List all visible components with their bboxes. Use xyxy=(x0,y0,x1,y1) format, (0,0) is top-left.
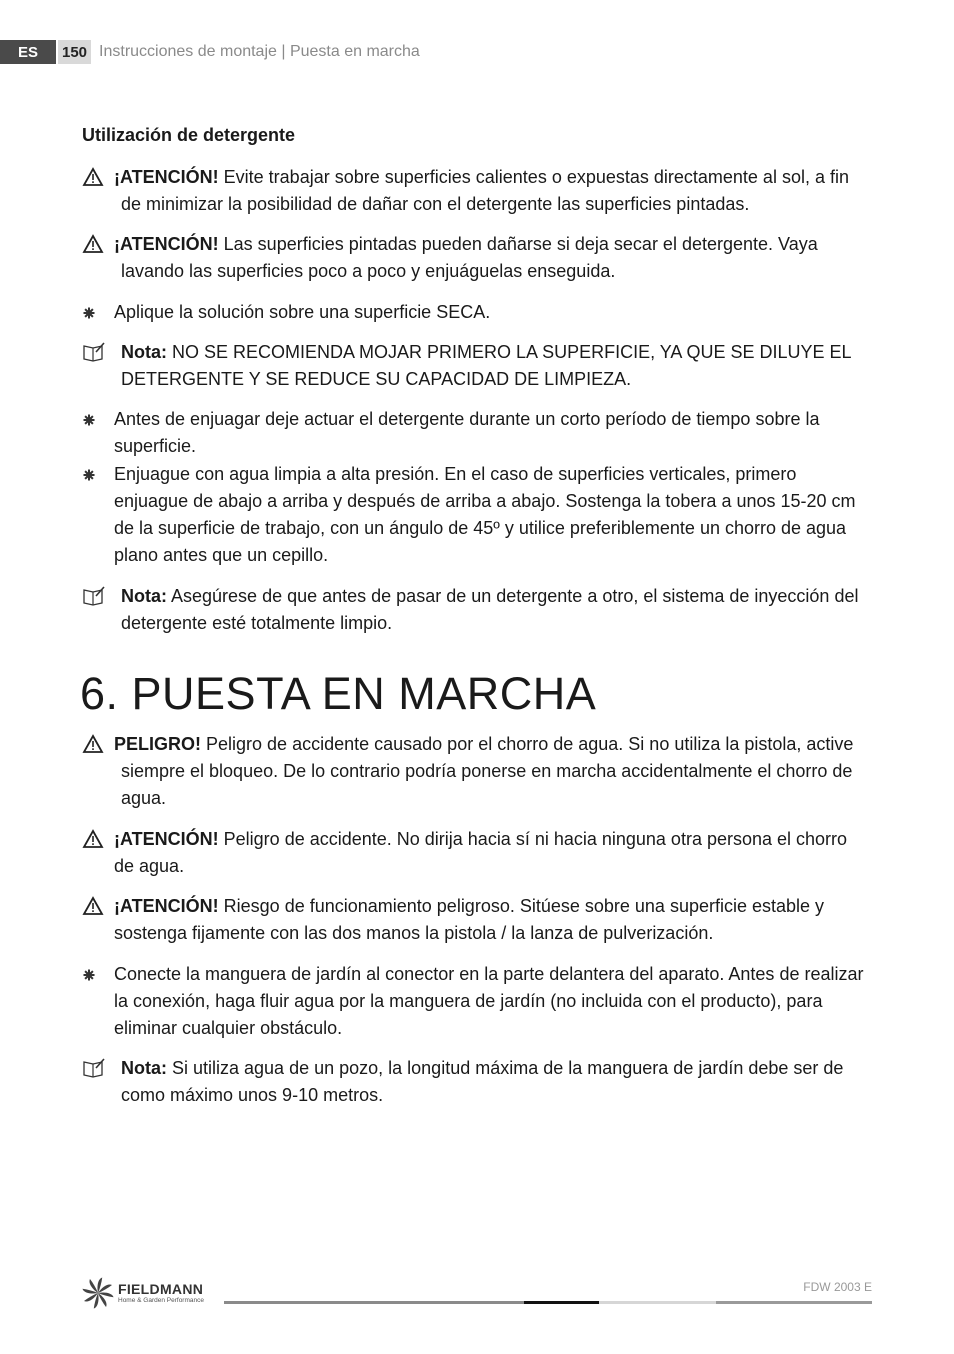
note-label: Nota: xyxy=(121,586,167,606)
warning-item xyxy=(82,893,872,947)
footer-divider xyxy=(524,1301,599,1304)
bullet-icon xyxy=(82,299,108,326)
warning-item xyxy=(82,164,872,218)
list-item-text: Enjuague con agua limpia a alta presión. En el caso de superficies verticales, primero enjuague de abajo a arriba y después de arriba a abajo. Sostenga la tobera a unos 15-20 cm de la superficie de trabajo, con un ángulo de 45º y utilice preferiblemente un chorro de agua plano antes que un cepillo. xyxy=(114,464,856,565)
warning-text: Las superficies pintadas pueden dañarse si deja secar el detergente. Vaya lavando las superficies poco a poco y enjuáguelas enseguida. xyxy=(121,234,818,281)
danger-label: PELIGRO! xyxy=(114,734,202,754)
bullet-icon xyxy=(82,406,108,433)
warning-icon xyxy=(82,893,108,920)
section-heading-detergent: Utilización de detergente xyxy=(82,125,296,145)
warning-icon xyxy=(82,231,108,258)
warning-text: Evite trabajar sobre superficies calientes o expuestas directamente al sol, a fin de minimizar la posibilidad de dañar con el detergente las superficies pintadas. xyxy=(121,167,849,214)
warning-icon xyxy=(82,164,108,191)
warning-label: ¡ATENCIÓN! xyxy=(114,829,219,849)
footer-divider xyxy=(599,1301,716,1304)
note-label: Nota: xyxy=(121,1058,167,1078)
model-number: FDW 2003 E xyxy=(803,1280,872,1294)
warning-label: ¡ATENCIÓN! xyxy=(114,896,219,916)
page-header xyxy=(0,40,420,64)
note-item xyxy=(82,339,872,393)
list-item xyxy=(82,299,872,326)
footer-divider xyxy=(716,1301,872,1304)
list-item xyxy=(82,406,872,460)
note-book-icon xyxy=(82,1055,108,1082)
language-tab: ES xyxy=(0,40,56,64)
note-book-icon xyxy=(82,339,108,366)
list-item xyxy=(82,461,872,569)
list-item-text: Antes de enjuagar deje actuar el detergente durante un corto período de tiempo sobre la superficie. xyxy=(114,409,820,456)
warning-icon xyxy=(82,826,108,853)
warning-label: ¡ATENCIÓN! xyxy=(114,167,219,187)
list-item-text: Aplique la solución sobre una superficie SECA. xyxy=(114,302,491,322)
brand-tagline: Home & Garden Performance xyxy=(118,1296,204,1304)
list-item-text: Conecte la manguera de jardín al conector en la parte delantera del aparato. Antes de realizar la conexión, haga fluir agua por la manguera de jardín (no incluida con el producto), para eliminar cualquier obstáculo. xyxy=(114,964,864,1038)
footer-divider xyxy=(224,1301,524,1304)
note-item xyxy=(82,583,872,637)
warning-item xyxy=(82,231,872,285)
danger-text: Peligro de accidente causado por el chorro de agua. Si no utiliza la pistola, active siempre el bloqueo. De lo contrario podría ponerse en marcha accidentalmente el chorro de agua. xyxy=(121,734,854,808)
list-item xyxy=(82,961,872,1042)
bullet-icon xyxy=(82,961,108,988)
warning-text: Peligro de accidente. No dirija hacia sí ni hacia ninguna otra persona el chorro de agua. xyxy=(114,829,848,876)
chapter-title: 6. PUESTA EN MARCHA xyxy=(80,668,597,719)
page-number: 150 xyxy=(58,40,91,64)
danger-item xyxy=(82,731,872,812)
note-text: NO SE RECOMIENDA MOJAR PRIMERO LA SUPERFICIE, YA QUE SE DILUYE EL DETERGENTE Y SE REDUCE SU CAPACIDAD DE LIMPIEZA. xyxy=(121,342,851,389)
warning-text: Riesgo de funcionamiento peligroso. Sitúese sobre una superficie estable y sostenga fijamente con las dos manos la pistola / la lanza de pulverización. xyxy=(114,896,825,943)
header-title: Instrucciones de montaje | Puesta en marcha xyxy=(99,43,420,60)
note-item xyxy=(82,1055,872,1109)
note-text: Asegúrese de que antes de pasar de un detergente a otro, el sistema de inyección del detergente esté totalmente limpio. xyxy=(121,586,859,633)
brand-name: FIELDMANN xyxy=(118,1280,204,1297)
bullet-icon xyxy=(82,461,108,488)
warning-icon xyxy=(82,731,108,758)
fan-leaf-icon xyxy=(82,1277,114,1309)
note-book-icon xyxy=(82,583,108,610)
fieldmann-logo xyxy=(82,1277,204,1309)
note-label: Nota: xyxy=(121,342,167,362)
warning-label: ¡ATENCIÓN! xyxy=(114,234,219,254)
note-text: Si utiliza agua de un pozo, la longitud máxima de la manguera de jardín debe ser de como máximo unos 9-10 metros. xyxy=(121,1058,844,1105)
warning-item xyxy=(82,826,872,880)
